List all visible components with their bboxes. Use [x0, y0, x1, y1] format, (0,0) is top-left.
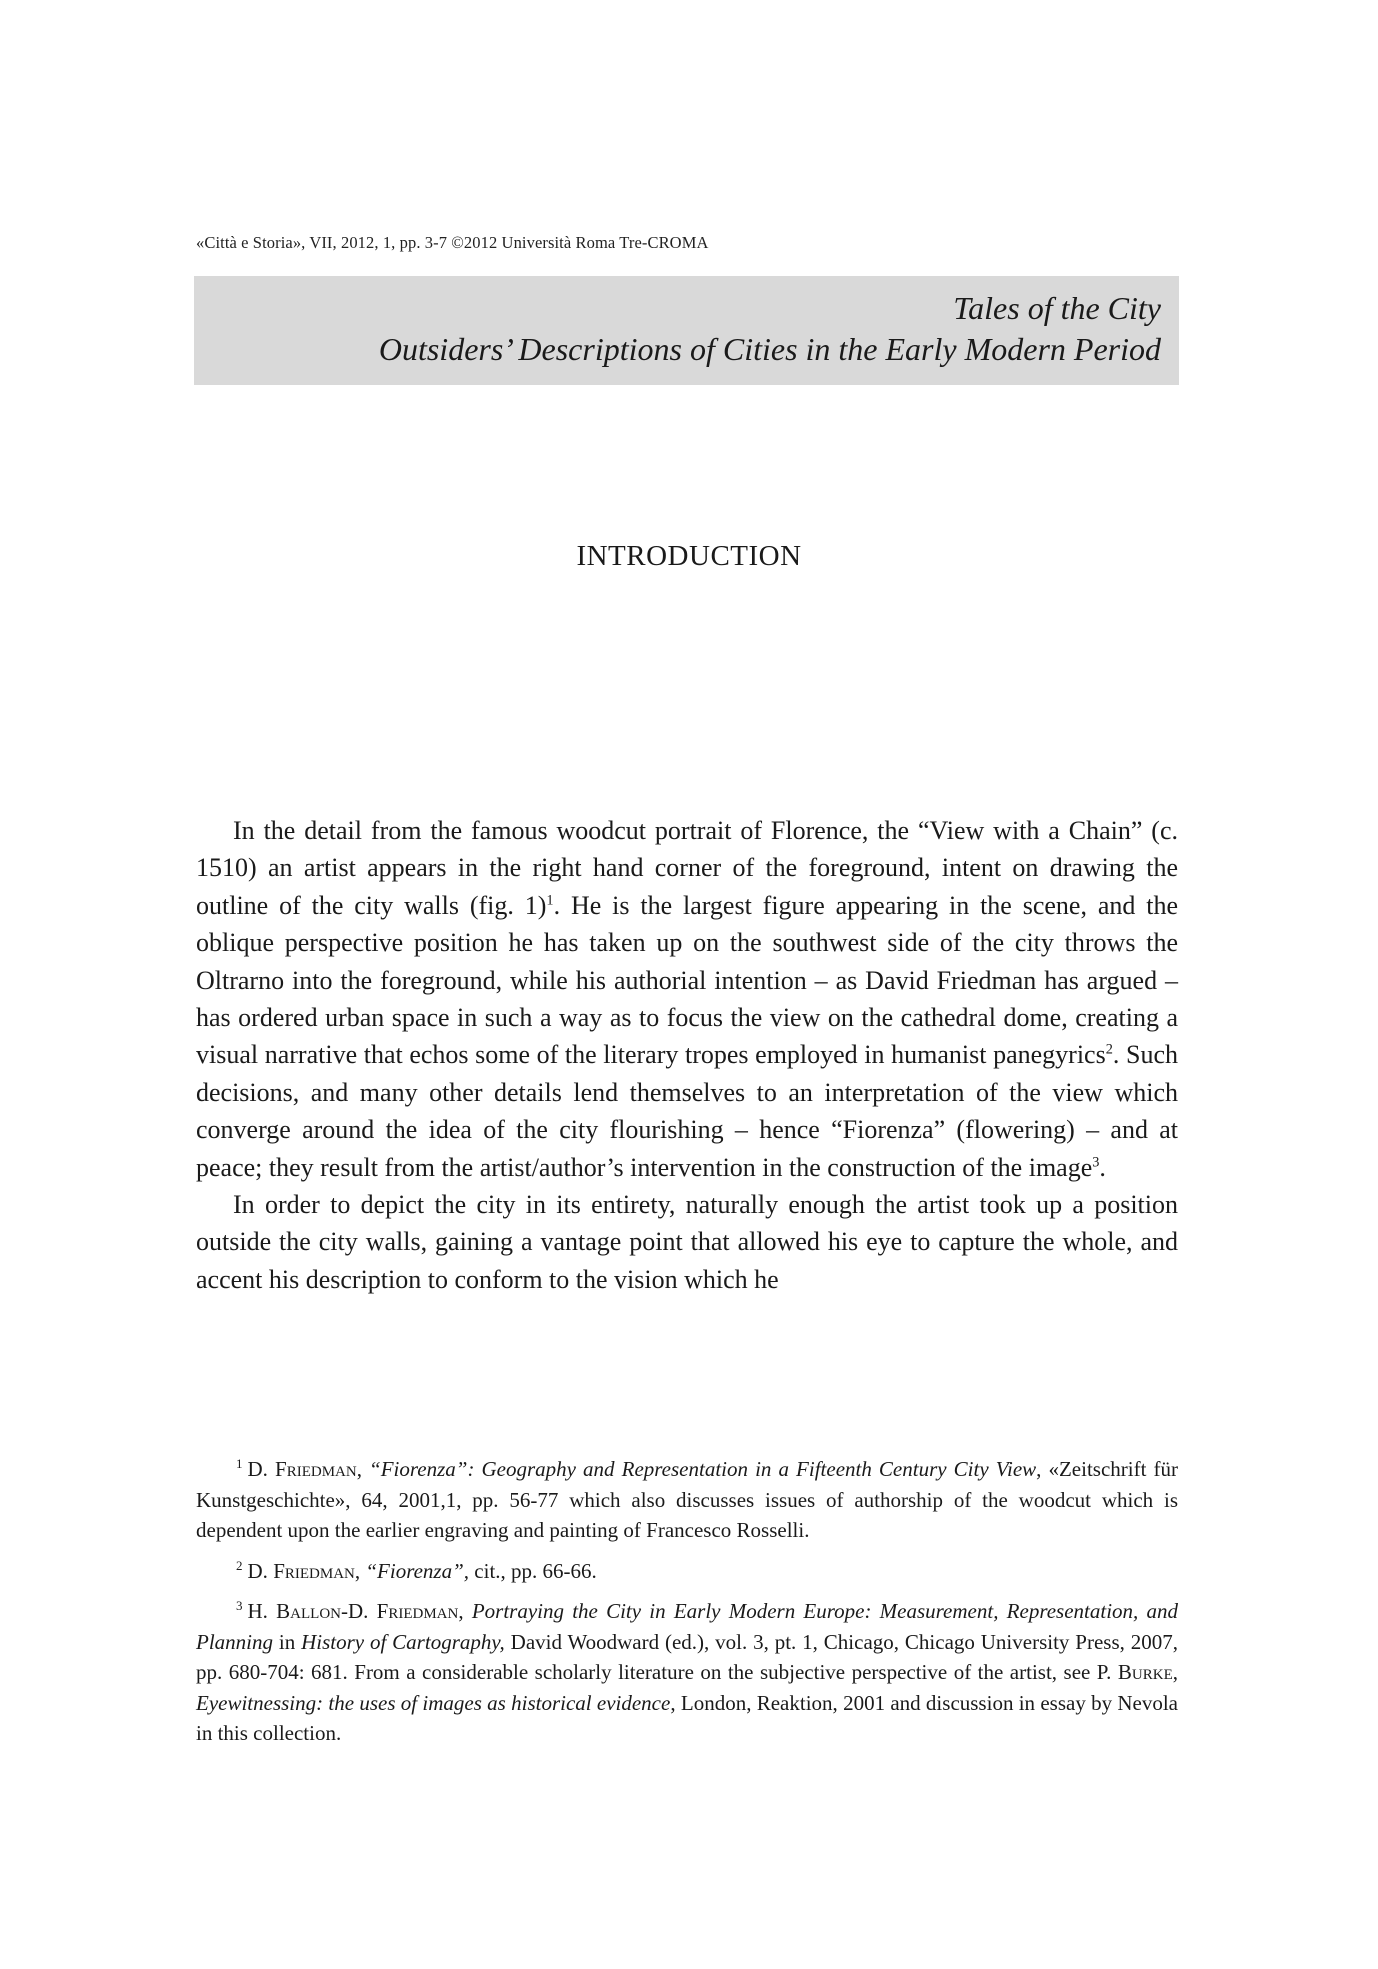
footnote-ref-3[interactable]: 3: [1092, 1154, 1100, 1170]
footnote-text: David Woodward (ed.), vol. 3, pt. 1, Chicago, Chicago University Press, 2007, pp. 680-704: 681. From a considerable scholarly literature on the subjective perspective of the artist, see P.: [196, 1629, 1179, 1684]
footnote-number: 3: [236, 1598, 243, 1613]
footnote-separator: ,: [458, 1599, 472, 1623]
paragraph-text: .: [1099, 1152, 1106, 1182]
article-title: Tales of the City: [953, 290, 1161, 326]
footnote-number: 1: [236, 1456, 243, 1471]
footnote-author-surname: Friedman: [376, 1599, 459, 1623]
footnote-author-surname: Burke: [1117, 1660, 1173, 1684]
footnote-text: , «Zeitschrift für Kunstgeschichte», 64, 2001,1, pp. 56-77 which also discusses issues of authorship of the woodcut which is dependent upon the earlier engraving and painting of Francesco Rosselli.: [196, 1457, 1179, 1542]
footnote-separator: ,: [1172, 1660, 1178, 1684]
footnote-text: -D.: [341, 1599, 377, 1623]
footnote-title: Eyewitnessing: the uses of images as historical evidence: [196, 1690, 671, 1715]
footnote-1: [196, 1454, 1178, 1546]
footnote-number: 2: [236, 1557, 243, 1573]
paragraph-text: In the detail from the famous woodcut portrait of Florence, the “View with a Chain” (c. 1510) an artist appears in the right hand corner of the foreground, intent on drawing the outline of the city walls (fig. 1): [196, 816, 1178, 920]
footnote-author-surname: Friedman: [273, 1558, 355, 1583]
section-heading: INTRODUCTION: [576, 540, 802, 572]
footnote-ref-1[interactable]: 1: [546, 892, 554, 909]
footnote-author-initial: D.: [247, 1558, 274, 1583]
footnote-separator: ,: [354, 1558, 366, 1583]
footnote-title: “Fiorenza”,: [365, 1558, 470, 1583]
article-subtitle: Outsiders’ Descriptions of Cities in the Early Modern Period: [378, 331, 1161, 367]
footnote-title: Portraying the City in Early Modern Europe: Measurement, Representation, and Planning: [196, 1599, 1178, 1654]
footnote-text: , London, Reaktion, 2001 and discussion in essay by Nevola in this collection.: [196, 1690, 1179, 1745]
footnote-author-initial: H.: [247, 1599, 277, 1623]
footnote-3: [196, 1596, 1178, 1749]
journal-citation-header: «Città e Storia», VII, 2012, 1, pp. 3-7 ©2012 Università Roma Tre-CROMA: [196, 233, 709, 252]
body-text: [196, 812, 1178, 1298]
article-title-box: [194, 276, 1179, 385]
footnote-title: “Fiorenza”: Geography and Representation in a Fifteenth Century City View: [369, 1457, 1037, 1481]
body-paragraph-1: [196, 812, 1178, 1186]
footnote-author-surname: Friedman: [275, 1457, 357, 1481]
footnote-text: in: [273, 1629, 302, 1654]
footnote-separator: ,: [356, 1457, 370, 1481]
footnote-author-surname: Ballon: [276, 1599, 341, 1623]
body-paragraph-2: In order to depict the city in its entirety, naturally enough the artist took up a position outside the city walls, gaining a vantage point that allowed his eye to capture the whole, and accent his description to conform to the vision which he: [196, 1190, 1178, 1294]
footnote-text: cit., pp. 66-66.: [469, 1558, 597, 1583]
paragraph-text: . Such decisions, and many other details lend themselves to an interpretation of the view which converge around the idea of the city flourishing – hence “Fiorenza” (flowering) – and at peace; they result from the artist/author’s intervention in the construction of the image: [196, 1040, 1178, 1182]
footnote-book-title: History of Cartography,: [301, 1629, 505, 1654]
footnote-ref-2[interactable]: 2: [1105, 1041, 1113, 1058]
paragraph-text: . He is the largest figure appearing in the scene, and the oblique perspective position he has taken up on the southwest side of the city throws the Oltrarno into the foreground, while his authorial intention – as David Friedman has argued – has ordered urban space in such a way as to focus the view on the cathedral dome, creating a visual narrative that echos some of the literary tropes employed in humanist panegyrics: [196, 890, 1178, 1070]
footnote-2: [196, 1556, 1178, 1587]
footnotes: [196, 1454, 1178, 1759]
footnote-author-initial: D.: [247, 1457, 276, 1481]
